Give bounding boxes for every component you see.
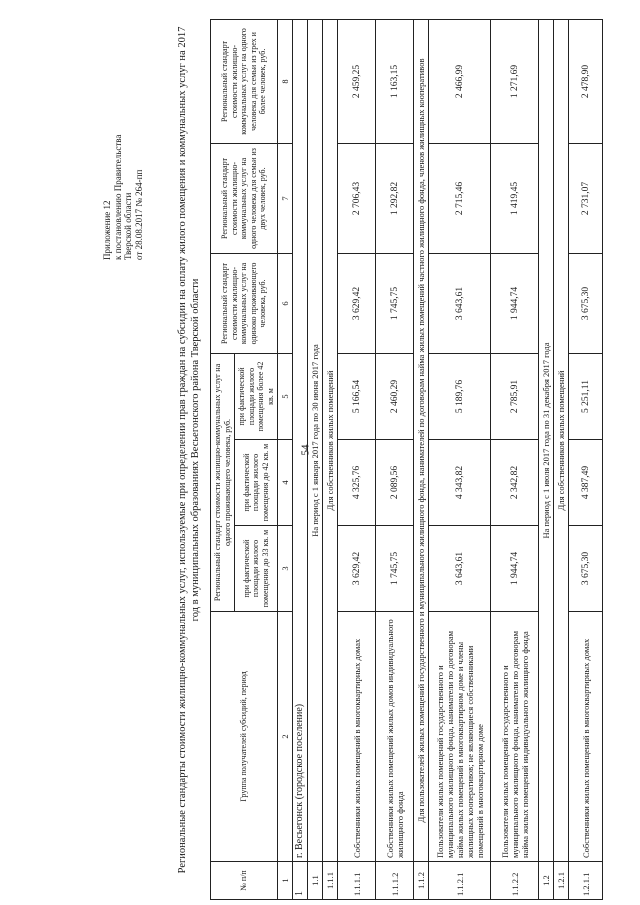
table-row [376,19,414,899]
row-name: Пользователи жилых помещений государственного и муниципального жилищного фонда, наниматели по договорам найма жилых помещений в многоквартирном доме и члены жилищных кооперативов; не являющиеся собственниками помещений в многоквартирном доме [429,612,491,862]
subgroup-row [554,19,569,899]
value-cell: 1 944,74 [491,526,539,612]
value-cell: 1 271,69 [491,19,539,143]
row-number: 1.1.2 [414,862,429,900]
value-cell: 2 466,99 [429,19,491,143]
column-number: 6 [278,253,293,353]
value-cell: 1 745,75 [376,526,414,612]
row-name: Пользователи жилых помещений государственного и муниципального жилищного фонда, наниматели по договорам найма жилых помещений индивидуального жилищного фонда [491,612,539,862]
period-row [308,19,323,899]
subgroup-row [323,19,338,899]
section-row [293,19,308,899]
header-area-33-42: при фактической площади жилого помещения до 42 кв. м [235,440,278,526]
value-cell: 4 325,76 [338,440,376,526]
value-cell: 4 343,82 [429,440,491,526]
section-name: г. Весьегонск (городское поселение) [293,19,308,861]
value-cell: 3 629,42 [338,253,376,353]
column-number: 8 [278,19,293,143]
header-regional-one: Региональный стандарт стоимости жилищно-коммунальных услуг на одного проживающего человека, руб. [211,353,235,611]
value-cell: 2 459,25 [338,19,376,143]
column-number: 5 [278,353,293,439]
table-row [338,19,376,899]
row-number: 1.2 [539,862,554,900]
header-std-two: Региональный стандарт стоимости жилищно-коммунальных услуг на одного человека для семьи из двух человек, руб. [211,143,278,253]
value-cell: 3 675,30 [569,526,603,612]
subgroup-label: Для собственников жилых помещений [554,19,569,861]
value-cell: 2 460,29 [376,353,414,439]
row-number: 1.2.1 [554,862,569,900]
value-cell: 5 189,76 [429,353,491,439]
period-row [539,19,554,899]
value-cell: 2 715,46 [429,143,491,253]
header-row [211,19,235,899]
header-group: Группа получателей субсидий, период [211,612,278,862]
header-std-three: Региональный стандарт стоимости жилищно-коммунальных услуг на одного человека для семьи из трех и более человек, руб. [211,19,278,143]
value-cell: 1 163,15 [376,19,414,143]
table-row [491,19,539,899]
value-cell: 2 785,91 [491,353,539,439]
period-label: На период с 1 января 2017 года по 30 июня 2017 года [308,19,323,861]
column-number: 4 [278,440,293,526]
value-cell: 2 478,90 [569,19,603,143]
appendix-line: Тверской области [123,192,133,260]
appendix-line: Приложение 12 [102,200,112,260]
value-cell: 1 292,82 [376,143,414,253]
table-row [429,19,491,899]
header-num: № п/п [211,862,278,900]
row-number: 1 [293,862,308,900]
column-number: 3 [278,526,293,612]
standards-table [210,19,603,900]
period-label: На период с 1 июля 2017 года по 31 декабря 2017 года [539,19,554,861]
row-name: Собственники жилых помещений в многоквартирных домах [569,612,603,862]
header-std-one: Региональный стандарт стоимости жилищно-коммунальных услуг на одиноко проживающего человека, руб. [211,253,278,353]
rotated-document [90,20,610,900]
subgroup-label: Для собственников жилых помещений [323,19,338,861]
value-cell: 3 643,61 [429,253,491,353]
row-number: 1.2.1.1 [569,862,603,900]
header-area-42: при фактической площади жилого помещения более 42 кв. м [235,353,278,439]
value-cell: 2 706,43 [338,143,376,253]
value-cell: 2 342,82 [491,440,539,526]
row-number: 1.1.2.1 [429,862,491,900]
value-cell: 1 745,75 [376,253,414,353]
value-cell: 1 419,45 [491,143,539,253]
table-row [569,19,603,899]
row-name: Собственники жилых помещений жилых домов индивидуального жилищного фонда [376,612,414,862]
value-cell: 3 629,42 [338,526,376,612]
page-number: 54 [299,444,312,456]
value-cell: 2 089,56 [376,440,414,526]
value-cell: 3 675,30 [569,253,603,353]
subgroup-row [414,19,429,899]
column-number: 7 [278,143,293,253]
value-cell: 4 387,49 [569,440,603,526]
document-title: Региональные стандарты стоимости жилищно-коммунальных услуг, используемые при определении прав граждан на субсидии на оплату жилого помещения и коммунальных услуг на 2017 год в муниципальных образованиях Весьегонского района Тверской области [177,26,201,874]
header-area-33: при фактической площади жилого помещения до 33 кв. м [235,526,278,612]
subgroup-label: Для пользователей жилых помещений государственного и муниципального жилищного фонда, нанимателей по договорам найма жилых помещений частного жилищного фонда, членов жилищных кооперативов [414,19,429,861]
column-number: 1 [278,862,293,900]
appendix-line: от 28.08.2017 № 264-пп [133,169,144,260]
appendix-note [102,30,144,260]
value-cell: 1 944,74 [491,253,539,353]
row-number: 1.1.1.2 [376,862,414,900]
row-name: Собственники жилых помещений в многоквартирных домах [338,612,376,862]
row-number: 1.1.2.2 [491,862,539,900]
value-cell: 5 166,54 [338,353,376,439]
appendix-line: к постановлению Правительства [112,134,123,260]
value-cell: 2 731,07 [569,143,603,253]
value-cell: 5 251,11 [569,353,603,439]
row-number: 1.1.1.1 [338,862,376,900]
column-number: 2 [278,612,293,862]
value-cell: 3 643,61 [429,526,491,612]
row-number: 1.1.1 [323,862,338,900]
row-number: 1.1 [308,862,323,900]
column-number-row [278,19,293,899]
